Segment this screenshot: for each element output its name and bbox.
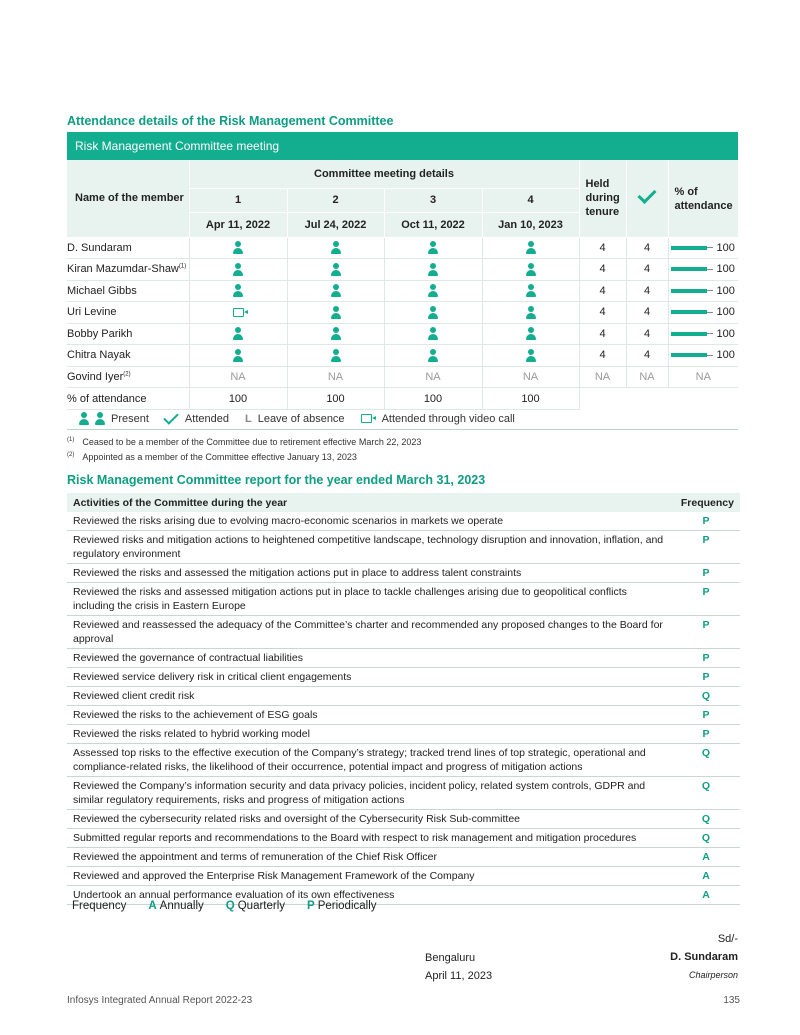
meeting-4-number: 4 [482, 188, 579, 212]
legend-present [79, 412, 149, 425]
member-name: Michael Gibbs [67, 280, 189, 302]
activity-text: Reviewed risks and mitigation actions to heightened competitive landscape, technology disruption and innovation, inflation, and regulatory environment [67, 531, 672, 564]
person-icon [331, 327, 341, 340]
footnote-1: $^{(1)}$ Ceased to be a member of the Committee due to retirement effective March 22, 2023 [67, 437, 422, 447]
activity-frequency: P [672, 531, 740, 564]
meeting-3-date: Oct 11, 2022 [384, 212, 482, 237]
person-icon [526, 349, 536, 362]
activity-frequency: Q [672, 777, 740, 810]
person-icon [233, 263, 243, 276]
attended-header [626, 160, 668, 237]
leave-symbol: L [244, 412, 252, 425]
activity-row [67, 777, 740, 810]
meetings-attended: 4 [626, 302, 668, 324]
frequency-legend-periodically: P Periodically [307, 900, 377, 912]
attendance-cell [384, 323, 482, 345]
meeting-details-header: Committee meeting details [189, 160, 579, 188]
activity-row [67, 668, 740, 687]
video-call-icon [233, 308, 244, 317]
meeting-2-number: 2 [287, 188, 384, 212]
frequency-header: Frequency [672, 493, 740, 512]
activity-row [67, 706, 740, 725]
signatory-name: D. Sundaram [670, 951, 738, 963]
activity-row [67, 583, 740, 616]
activity-frequency: P [672, 616, 740, 649]
activity-text: Reviewed the Company’s information security and data privacy policies, incident policy, related system controls, GDPR and similar regulatory requirements, risks and progress of mitigation actions [67, 777, 672, 810]
member-row [67, 259, 738, 281]
frequency-legend-quarterly: Q Quarterly [225, 900, 286, 912]
activity-text: Reviewed and reassessed the adequacy of the Committee’s charter and recommended any proposed changes to the Board for approval [67, 616, 672, 649]
activity-text: Reviewed client credit risk [67, 687, 672, 706]
attendance-bar [671, 310, 707, 314]
meeting-4-date: Jan 10, 2023 [482, 212, 579, 237]
pct-row-value: 100 [482, 388, 579, 410]
member-name: Uri Levine [67, 302, 189, 324]
held-during-tenure: 4 [579, 345, 626, 367]
attendance-cell [287, 259, 384, 281]
pct-attendance: NA [668, 366, 738, 388]
frequency-legend-annually: A Annually [148, 900, 204, 912]
activity-frequency: P [672, 649, 740, 668]
attendance-bar [671, 353, 707, 357]
activity-text: Reviewed the risks to the achievement of ESG goals [67, 706, 672, 725]
pct-attendance: 100 [668, 345, 738, 367]
meetings-attended: 4 [626, 259, 668, 281]
activity-text: Reviewed the risks and assessed the mitigation actions put in place to address talent constraints [67, 564, 672, 583]
person-icon [331, 241, 341, 254]
person-icon [233, 327, 243, 340]
activity-frequency: A [672, 848, 740, 867]
held-during-tenure: 4 [579, 280, 626, 302]
report-table [67, 493, 740, 905]
activity-text: Assessed top risks to the effective execution of the Company’s strategy; tracked trend lines of top strategic, operational and compliance-related risks, the likelihood of their occurrence, potential impact and progress of mitigation actions [67, 744, 672, 777]
legend-attended-label: Attended [184, 412, 229, 425]
video-call-icon [361, 414, 372, 423]
attendance-cell [189, 302, 287, 324]
meetings-attended: NA [626, 366, 668, 388]
activity-frequency: P [672, 583, 740, 616]
activity-frequency: P [672, 706, 740, 725]
meetings-attended: 4 [626, 280, 668, 302]
attendance-cell [384, 280, 482, 302]
attendance-bar [671, 289, 707, 293]
held-during-tenure: 4 [579, 259, 626, 281]
signature-date: April 11, 2023 [425, 970, 493, 982]
held-during-tenure: 4 [579, 302, 626, 324]
attendance-bar [671, 267, 707, 271]
meetings-attended: 4 [626, 323, 668, 345]
activity-text: Submitted regular reports and recommendations to the Board with respect to risk management and mitigation procedures [67, 829, 672, 848]
legend-leave-label: Leave of absence [257, 412, 345, 425]
meetings-attended: 4 [626, 345, 668, 367]
attendance-cell [482, 280, 579, 302]
activity-text: Undertook an annual performance evaluation of its own effectiveness [67, 886, 672, 905]
member-row [67, 302, 738, 324]
signatory-title: Chairperson [688, 970, 738, 980]
person-icon [526, 327, 536, 340]
person-icon [428, 306, 438, 319]
attendance-cell [482, 237, 579, 259]
meeting-1-date: Apr 11, 2022 [189, 212, 287, 237]
pct-row-value: 100 [384, 388, 482, 410]
attendance-cell [482, 323, 579, 345]
activity-text: Reviewed the risks arising due to evolving macro-economic scenarios in markets we operate [67, 512, 672, 531]
attendance-heading: Attendance details of the Risk Management Committee [67, 114, 394, 128]
member-row [67, 280, 738, 302]
activity-text: Reviewed the cybersecurity related risks and oversight of the Cybersecurity Risk Sub-committee [67, 810, 672, 829]
activity-text: Reviewed the risks related to hybrid working model [67, 725, 672, 744]
activity-frequency: P [672, 668, 740, 687]
activity-frequency: Q [672, 687, 740, 706]
footer-page-number: 135 [723, 995, 740, 1006]
meeting-3-number: 3 [384, 188, 482, 212]
member-row [67, 345, 738, 367]
person-icon [526, 306, 536, 319]
activity-text: Reviewed the appointment and terms of remuneration of the Chief Risk Officer [67, 848, 672, 867]
attendance-cell: NA [287, 366, 384, 388]
attendance-cell [482, 302, 579, 324]
activity-row [67, 829, 740, 848]
attendance-cell [384, 237, 482, 259]
activity-row [67, 810, 740, 829]
held-during-tenure: 4 [579, 323, 626, 345]
person-icon [331, 349, 341, 362]
pct-attendance: 100 [668, 237, 738, 259]
report-rows [67, 512, 740, 905]
activity-row [67, 616, 740, 649]
legend-video [361, 413, 515, 425]
attendance-legend [67, 408, 738, 430]
meeting-2-date: Jul 24, 2022 [287, 212, 384, 237]
check-icon [637, 185, 656, 204]
activity-row [67, 687, 740, 706]
activity-row [67, 744, 740, 777]
member-row [67, 237, 738, 259]
attendance-cell [189, 237, 287, 259]
signature-sd: Sd/- [717, 933, 738, 945]
meeting-1-number: 1 [189, 188, 287, 212]
name-of-member-header: Name of the member [67, 160, 189, 237]
activity-frequency: Q [672, 829, 740, 848]
attendance-cell: NA [482, 366, 579, 388]
person-icon [233, 284, 243, 297]
activity-row [67, 867, 740, 886]
member-name: Govind Iyer$^{(2)}$ [67, 366, 189, 388]
attendance-bar [671, 246, 707, 250]
activity-frequency: P [672, 725, 740, 744]
frequency-legend [72, 900, 377, 912]
pct-attendance: 100 [668, 280, 738, 302]
activity-row [67, 649, 740, 668]
attendance-cell [287, 237, 384, 259]
activity-frequency: P [672, 512, 740, 531]
person-icon [331, 263, 341, 276]
footnote-2: $^{(2)}$ Appointed as a member of the Committee effective January 13, 2023 [67, 452, 357, 462]
attendance-bar [671, 332, 707, 336]
committee-meeting-banner: Risk Management Committee meeting [67, 132, 738, 160]
check-icon [163, 409, 179, 425]
activity-frequency: Q [672, 810, 740, 829]
pct-attendance: 100 [668, 259, 738, 281]
footer-report-name: Infosys Integrated Annual Report 2022-23 [67, 995, 253, 1006]
activity-text: Reviewed the governance of contractual liabilities [67, 649, 672, 668]
activities-header: Activities of the Committee during the year [67, 493, 672, 512]
activity-text: Reviewed and approved the Enterprise Risk Management Framework of the Company [67, 867, 672, 886]
activity-row [67, 512, 740, 531]
attendance-cell [482, 259, 579, 281]
pct-attendance-row [67, 388, 738, 410]
attendance-cell [482, 345, 579, 367]
pct-row-label: % of attendance [67, 388, 189, 410]
member-rows [67, 237, 738, 388]
person-icon [428, 327, 438, 340]
attendance-cell: NA [189, 366, 287, 388]
signature-place: Bengaluru [425, 952, 476, 964]
pct-attendance: 100 [668, 323, 738, 345]
attendance-cell [189, 345, 287, 367]
member-row [67, 323, 738, 345]
member-row [67, 366, 738, 388]
activity-row [67, 848, 740, 867]
member-name: Chitra Nayak [67, 345, 189, 367]
attendance-table [67, 132, 738, 410]
pct-row-value: 100 [287, 388, 384, 410]
attendance-cell [287, 280, 384, 302]
person-icon [526, 284, 536, 297]
frequency-legend-label: Frequency [72, 900, 127, 912]
activity-frequency: A [672, 867, 740, 886]
attendance-cell [384, 345, 482, 367]
activity-row [67, 564, 740, 583]
attendance-cell [189, 259, 287, 281]
meetings-attended: 4 [626, 237, 668, 259]
legend-leave [245, 413, 345, 425]
attendance-cell [189, 280, 287, 302]
attendance-cell: NA [384, 366, 482, 388]
attendance-cell [384, 259, 482, 281]
attendance-cell [287, 345, 384, 367]
person-icon [526, 241, 536, 254]
report-heading: Risk Management Committee report for the year ended March 31, 2023 [67, 473, 486, 487]
activity-row [67, 725, 740, 744]
activity-frequency: A [672, 886, 740, 905]
member-name: Bobby Parikh [67, 323, 189, 345]
member-name: D. Sundaram [67, 237, 189, 259]
person-icon [331, 284, 341, 297]
attendance-cell [287, 302, 384, 324]
pct-attendance: 100 [668, 302, 738, 324]
activity-row [67, 531, 740, 564]
attendance-cell [189, 323, 287, 345]
pct-attendance-header: % of attendance [674, 185, 733, 212]
person-icon [233, 349, 243, 362]
person-icon [428, 263, 438, 276]
person-icon [95, 412, 105, 425]
pct-row-value: 100 [189, 388, 287, 410]
held-during-tenure: 4 [579, 237, 626, 259]
member-name: Kiran Mazumdar-Shaw$^{(1)}$ [67, 259, 189, 281]
legend-video-label: Attended through video call [381, 412, 515, 425]
person-icon [428, 241, 438, 254]
attendance-cell [287, 323, 384, 345]
person-icon [233, 241, 243, 254]
held-during-tenure-header: Held during tenure [579, 160, 626, 237]
legend-present-label: Present [111, 412, 149, 425]
person-icon [331, 306, 341, 319]
legend-attended [165, 413, 229, 425]
person-icon [428, 349, 438, 362]
person-icon [526, 263, 536, 276]
activity-frequency: Q [672, 744, 740, 777]
activity-frequency: P [672, 564, 740, 583]
attendance-cell [384, 302, 482, 324]
activity-text: Reviewed service delivery risk in critical client engagements [67, 668, 672, 687]
activity-text: Reviewed the risks and assessed mitigation actions put in place to tackle challenges arising due to geopolitical conflicts including the crisis in Eastern Europe [67, 583, 672, 616]
held-during-tenure: NA [579, 366, 626, 388]
person-icon [428, 284, 438, 297]
person-icon [79, 412, 89, 425]
